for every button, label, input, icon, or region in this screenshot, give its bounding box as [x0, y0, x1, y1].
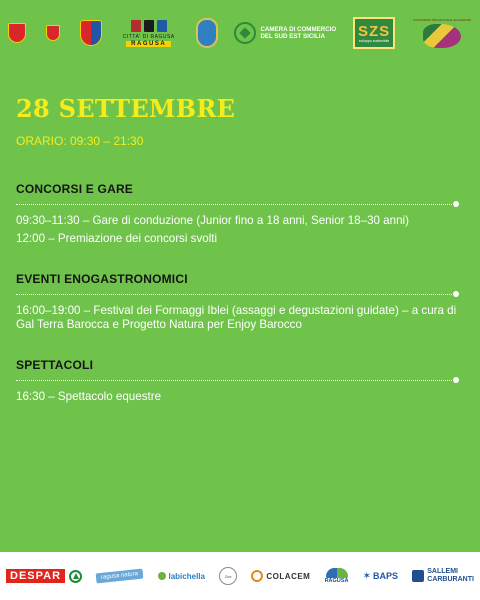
despar-logo	[6, 569, 82, 583]
sponsor-strip	[0, 552, 480, 600]
provincia-ragusa-logo	[80, 20, 102, 46]
ragusa-latte-logo	[325, 568, 349, 584]
ragusa-latte-wordmark: RAGUSA	[324, 578, 349, 584]
event-hours: ORARIO: 09:30 – 21:30	[16, 134, 144, 148]
gal-szs-logo	[353, 17, 395, 49]
provincia-crest-icon	[80, 20, 102, 46]
sallemi-logo	[412, 568, 474, 584]
chamber-mark-icon	[234, 22, 256, 44]
colacem-logo	[251, 570, 310, 582]
section-divider	[16, 380, 456, 386]
regione-sicilia-logo	[8, 23, 29, 43]
labichella-logo	[158, 572, 205, 581]
schedule-item: 16:00–19:00 – Festival dei Formaggi Iblei (assaggi e degustazioni guidate) – a cura di Gal Terra Barocca e Progetto Natura per Enjoy Barocco	[16, 304, 457, 331]
round-badge: Zoe	[219, 567, 237, 585]
ragusa-natura-wordmark: ragusa natura	[96, 569, 144, 584]
labichella-dot-icon	[158, 572, 166, 580]
ragusa-latte-wave-icon	[326, 568, 348, 578]
section-title: SPETTACOLI	[16, 358, 94, 372]
camera-commercio-logo	[234, 22, 336, 44]
consorzio-text: CONSORZIO PROVINCIALE ALLEVATORI	[413, 18, 471, 22]
header-logo-strip	[8, 12, 472, 54]
schedule-item: 09:30–11:30 – Gare di conduzione (Junior fino a 18 anni, Senior 18–30 anni)	[16, 214, 409, 227]
sallemi-text	[427, 568, 474, 584]
baps-logo	[363, 571, 398, 582]
ragusa-bar: RAGUSA	[126, 41, 171, 47]
section-enogastronomici	[16, 272, 460, 332]
baps-mark-icon: ✶	[362, 570, 372, 582]
round-badge-logo	[219, 567, 237, 585]
ragusa-word: CITTA' DI RAGUSA	[122, 33, 175, 40]
schedule-item: 12:00 – Premiazione dei concorsi svolti	[16, 232, 218, 245]
sallemi-line-2: CARBURANTI	[427, 576, 474, 583]
section-divider	[16, 294, 456, 300]
ragusa-crest-icon	[131, 20, 141, 32]
comune-crest-icon	[196, 18, 218, 48]
section-concorsi	[16, 182, 460, 246]
section-title: CONCORSI E GARE	[16, 182, 134, 196]
schedule-item: 16:30 – Spettacolo equestre	[16, 390, 162, 403]
page-title: 28 SETTEMBRE	[16, 94, 236, 123]
colacem-wordmark: COLACEM	[266, 571, 311, 581]
despar-tree-icon	[69, 570, 82, 583]
consorzio-logo	[412, 18, 472, 48]
assessorato-logo	[46, 25, 63, 41]
comune-logo	[196, 18, 218, 48]
assessorato-emblem-icon	[46, 25, 60, 41]
chamber-text	[260, 26, 336, 41]
unesco-icon	[144, 20, 154, 32]
baps-wordmark: BAPS	[373, 571, 399, 581]
citta-ragusa-logo	[119, 20, 179, 47]
chamber-line-2: DEL SUD EST SICILIA	[260, 33, 325, 40]
ragusa-natura-logo	[96, 571, 143, 581]
colacem-ring-icon	[251, 570, 263, 582]
gal-sub: sviluppo sostenibile	[358, 38, 390, 43]
despar-wordmark: DESPAR	[6, 569, 65, 583]
sallemi-line-1: SALLEMI	[427, 568, 458, 575]
section-title: EVENTI ENOGASTRONOMICI	[16, 272, 188, 286]
ragusa-icons	[131, 20, 167, 32]
heritage-icon	[157, 20, 167, 32]
sallemi-mark-icon	[412, 570, 424, 582]
regione-emblem-icon	[8, 23, 26, 43]
gal-letters: SZS	[358, 22, 391, 40]
section-spettacoli	[16, 358, 460, 404]
section-divider	[16, 204, 456, 210]
labichella-wordmark: labichella	[168, 571, 205, 581]
sicily-map-icon	[423, 24, 461, 48]
chamber-line-1: CAMERA DI COMMERCIO	[260, 25, 337, 33]
